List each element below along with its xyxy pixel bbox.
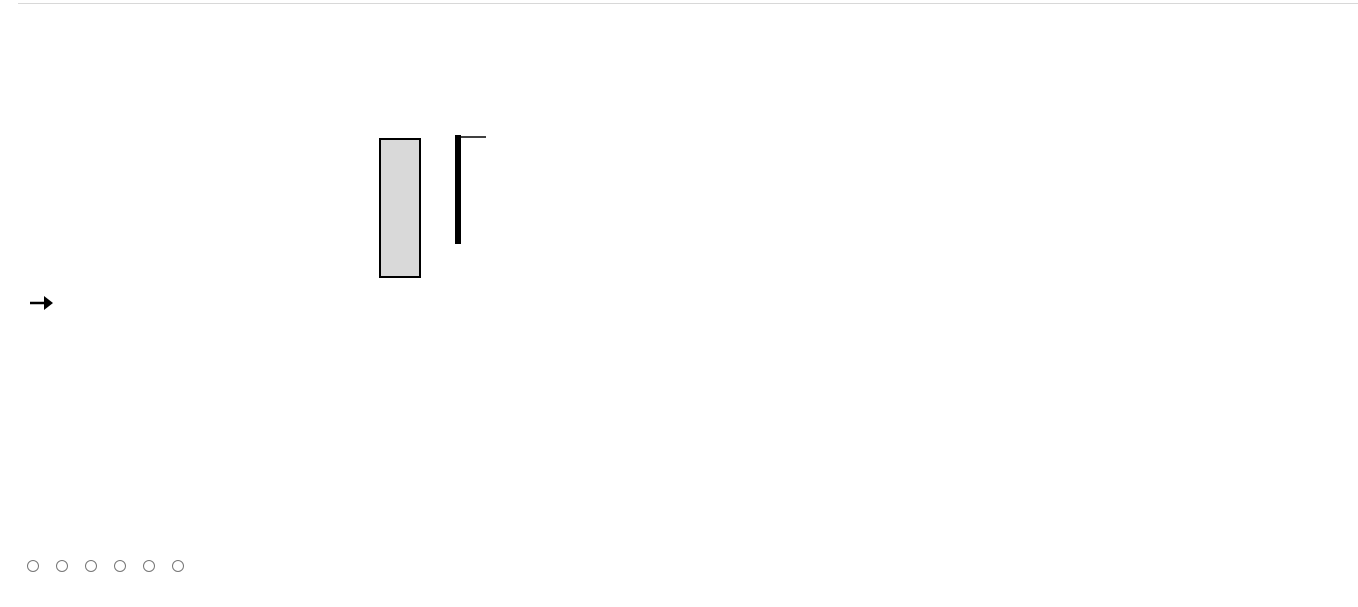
answer-radio-2[interactable] [56,560,73,572]
option-list [159,320,812,353]
answer-radio-5[interactable] [143,560,160,572]
radio-circle-icon[interactable] [56,560,68,572]
diagram-drawing [280,130,600,280]
radio-circle-icon[interactable] [143,560,155,572]
arrow-right-icon [30,295,58,311]
answer-radio-6[interactable] [172,560,189,572]
rubber-sheet [455,135,461,244]
charged-wall-diagram [280,130,600,280]
answer-radio-4[interactable] [114,560,131,572]
wall-shape [380,139,420,277]
answer-radio-3[interactable] [85,560,102,572]
radio-circle-icon[interactable] [27,560,39,572]
radio-circle-icon[interactable] [85,560,97,572]
radio-circle-icon[interactable] [172,560,184,572]
answer-radio-1[interactable] [27,560,44,572]
top-divider [18,3,1358,4]
answer-choices [27,560,201,572]
radio-circle-icon[interactable] [114,560,126,572]
